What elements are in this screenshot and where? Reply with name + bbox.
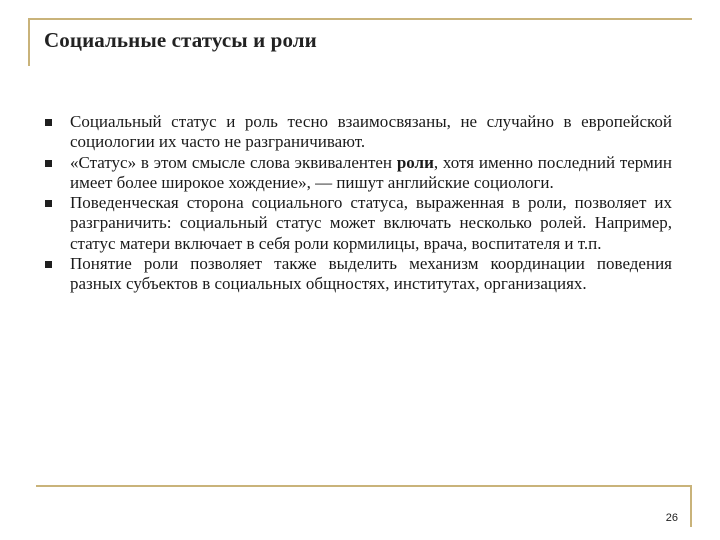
bullet-text: Понятие роли позволяет также выделить механизм координации поведения разных субъектов в социальных общностях, институтах, организациях. (70, 254, 672, 294)
bullet-text: Поведенческая сторона социального статуса, выраженная в роли, позволяет их разграничить: социальный статус может включать несколько ролей. Например, статус матери включает в себя роли кормилицы, врача, воспитателя и т.п. (70, 193, 672, 253)
slide-title: Социальные статусы и роли (44, 28, 317, 52)
bullet-item-3 (44, 193, 672, 254)
bullet-item-2 (44, 153, 672, 194)
bullet-text-before: «Статус» в этом смысле слова эквивалентен (70, 152, 397, 172)
bullet-text-after: , хотя именно последний термин имеет более широкое хождение», — пишут английские социологи. (70, 152, 672, 192)
bullet-list (44, 112, 672, 295)
bullet-item-1 (44, 112, 672, 153)
title-frame-left-rule (28, 18, 30, 66)
bullet-item-4 (44, 254, 672, 295)
footer-frame-bottom-rule (36, 485, 692, 487)
bullet-bold-term: роли (396, 152, 434, 172)
square-bullet-icon (45, 261, 52, 268)
square-bullet-icon (45, 119, 52, 126)
title-frame-top-rule (28, 18, 692, 20)
page-number: 26 (665, 512, 678, 524)
square-bullet-icon (45, 160, 52, 167)
square-bullet-icon (45, 200, 52, 207)
footer-frame-right-rule (690, 485, 692, 527)
bullet-text: Социальный статус и роль тесно взаимосвязаны, не случайно в европейской социологии их часто не разграничивают. (70, 112, 672, 152)
